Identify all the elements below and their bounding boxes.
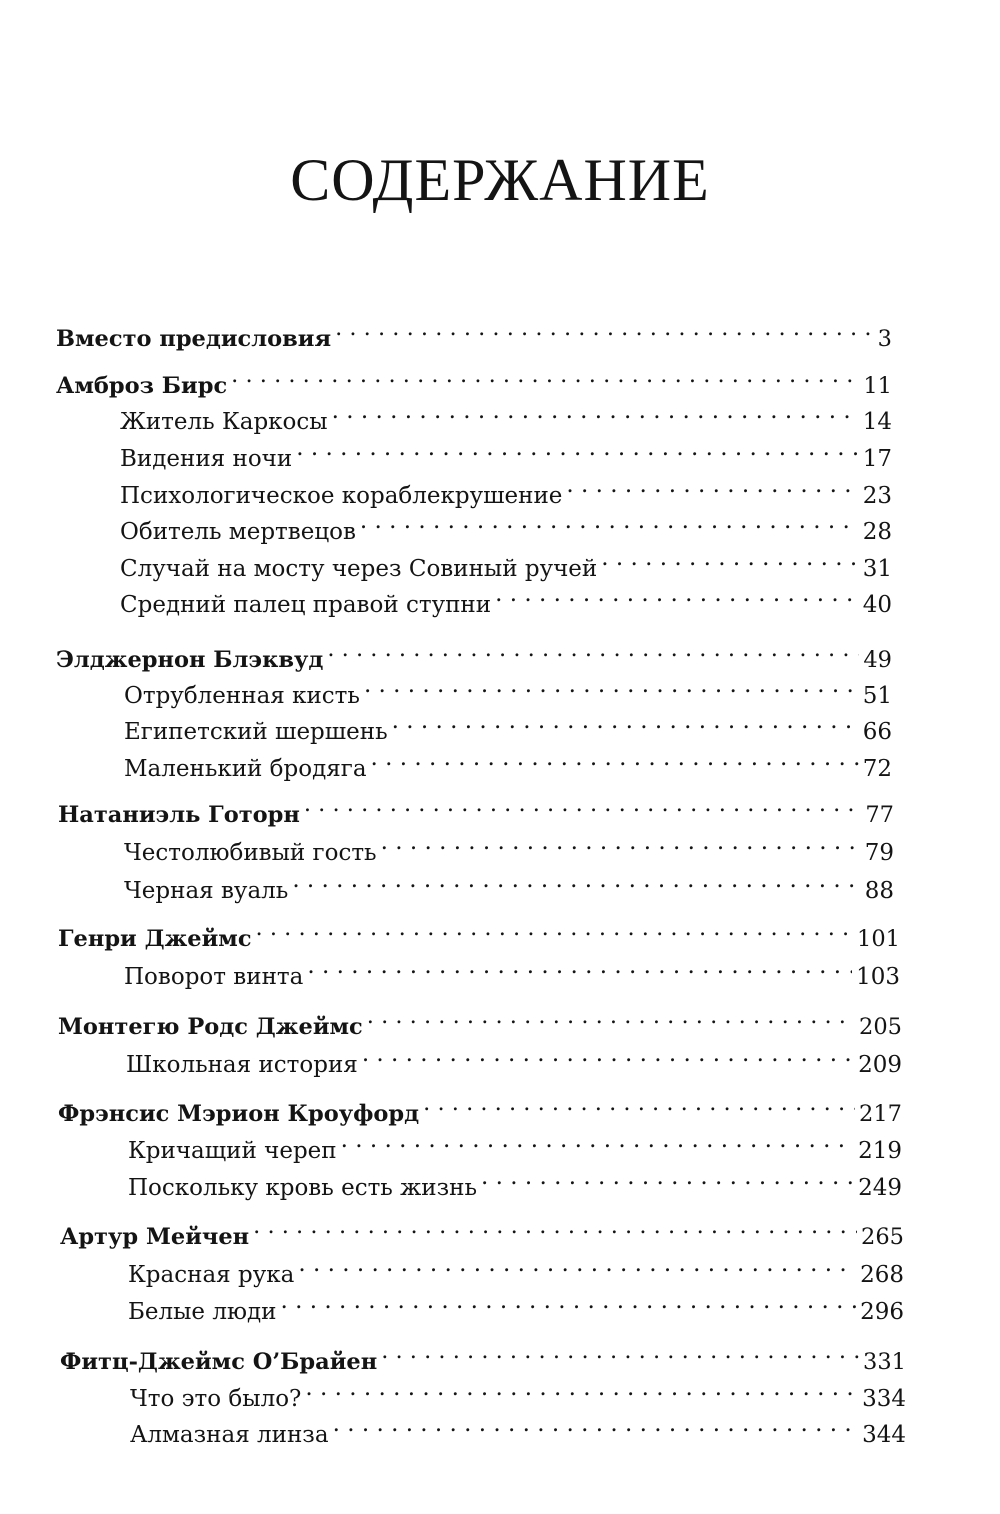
toc-entry-title: Обитель мертвецов xyxy=(120,519,356,545)
toc-entry xyxy=(56,357,892,399)
toc-leader-dots xyxy=(360,503,859,539)
toc-page-number: 334 xyxy=(862,1386,906,1412)
toc-page-number: 331 xyxy=(863,1349,906,1375)
toc-leader-dots xyxy=(327,631,859,667)
toc-leader-dots xyxy=(305,1370,858,1406)
toc-leader-dots xyxy=(362,1036,854,1072)
toc-entry-title: Генри Джеймс xyxy=(58,926,252,952)
toc-entry-title: Фрэнсис Мэрион Кроуфорд xyxy=(58,1101,420,1127)
page-title: СОДЕРЖАНИЕ xyxy=(290,147,710,213)
toc-entry xyxy=(120,393,892,435)
toc-leader-dots xyxy=(381,1333,859,1369)
toc-page-number: 14 xyxy=(862,409,892,435)
toc-leader-dots xyxy=(256,910,854,946)
toc-entry-title: Видения ночи xyxy=(120,446,293,472)
toc-entry xyxy=(126,1036,902,1078)
toc-page-number: 79 xyxy=(864,840,894,866)
toc-entry xyxy=(58,910,900,952)
toc-page-number: 17 xyxy=(862,446,892,472)
toc-entry xyxy=(120,430,892,472)
toc-page-number: 265 xyxy=(861,1224,904,1250)
toc-page-number: 101 xyxy=(857,926,900,952)
toc-leader-dots xyxy=(381,824,861,860)
toc-leader-dots xyxy=(371,740,859,776)
toc-leader-dots xyxy=(296,430,859,466)
toc-entry xyxy=(124,948,900,990)
toc-leader-dots xyxy=(367,998,855,1034)
toc-entry xyxy=(56,310,892,352)
toc-leader-dots xyxy=(307,948,852,984)
toc-page-number: 344 xyxy=(862,1422,906,1448)
toc-entry-title: Алмазная линза xyxy=(130,1422,329,1448)
toc-entry-title: Случай на мосту через Совиный ручей xyxy=(120,556,598,582)
toc-leader-dots xyxy=(335,310,874,346)
toc-entry-title: Маленький бродяга xyxy=(124,756,367,782)
toc-entry-title: Школьная история xyxy=(126,1052,358,1078)
toc-page-number: 205 xyxy=(859,1014,902,1040)
toc-page-number: 103 xyxy=(856,964,900,990)
toc-entry xyxy=(128,1122,902,1164)
toc-leader-dots xyxy=(231,357,859,393)
toc-entry xyxy=(120,467,892,509)
toc-leader-dots xyxy=(298,1246,856,1282)
toc-entry xyxy=(120,576,892,618)
toc-entry xyxy=(128,1246,904,1288)
toc-entry-title: Отрубленная кисть xyxy=(124,683,360,709)
toc-entry xyxy=(128,1283,904,1325)
toc-entry xyxy=(60,1333,906,1375)
toc-entry-title: Поворот винта xyxy=(124,964,304,990)
toc-entry xyxy=(60,1208,904,1250)
toc-page-number: 88 xyxy=(864,878,894,904)
toc-page-number: 77 xyxy=(865,802,894,828)
toc-leader-dots xyxy=(304,786,861,822)
toc-leader-dots xyxy=(292,862,860,898)
toc-entry-title: Элджернон Блэквуд xyxy=(56,647,324,673)
toc-entry-title: Монтегю Родс Джеймс xyxy=(58,1014,363,1040)
toc-page-number: 72 xyxy=(862,756,892,782)
toc-leader-dots xyxy=(333,1406,859,1442)
toc-entry xyxy=(124,740,892,782)
toc-entry-title: Поскольку кровь есть жизнь xyxy=(128,1175,478,1201)
toc-entry xyxy=(58,1085,902,1127)
toc-page-number: 40 xyxy=(862,592,892,618)
toc-leader-dots xyxy=(423,1085,855,1121)
toc-page-number: 66 xyxy=(862,719,892,745)
toc-entry-title: Что это было? xyxy=(130,1386,302,1412)
toc-page-number: 11 xyxy=(863,373,892,399)
toc-entry xyxy=(120,503,892,545)
toc-entry-title: Фитц-Джеймс О’Брайен xyxy=(60,1349,378,1375)
toc-entry-title: Вместо предисловия xyxy=(56,326,332,352)
toc-entry-title: Белые люди xyxy=(128,1299,277,1325)
toc-entry-title: Честолюбивый гость xyxy=(124,840,377,866)
toc-entry xyxy=(124,667,892,709)
toc-page-number: 249 xyxy=(858,1175,902,1201)
toc-entry-title: Средний палец правой ступни xyxy=(120,592,492,618)
toc-leader-dots xyxy=(495,576,859,612)
toc-entry-title: Кричащий череп xyxy=(128,1138,337,1164)
toc-page-number: 28 xyxy=(862,519,892,545)
toc-entry-title: Артур Мейчен xyxy=(60,1224,250,1250)
toc-entry-title: Амброз Бирс xyxy=(56,373,228,399)
toc-entry-title: Черная вуаль xyxy=(124,878,289,904)
toc-entry xyxy=(124,862,894,904)
toc-entry-title: Психологическое кораблекрушение xyxy=(120,483,563,509)
toc-leader-dots xyxy=(280,1283,856,1319)
toc-page-number: 31 xyxy=(862,556,892,582)
toc-entry-title: Красная рука xyxy=(128,1262,295,1288)
toc-entry xyxy=(56,631,892,673)
toc-page-number: 51 xyxy=(862,683,892,709)
toc-entry xyxy=(58,786,894,828)
toc-page-number: 217 xyxy=(859,1101,902,1127)
toc-entry xyxy=(130,1406,906,1448)
toc-page-number: 268 xyxy=(860,1262,904,1288)
toc-entry xyxy=(58,998,902,1040)
toc-page-number: 3 xyxy=(877,326,892,352)
toc-leader-dots xyxy=(341,1122,854,1158)
toc-leader-dots xyxy=(364,667,859,703)
toc-page-number: 49 xyxy=(863,647,892,673)
toc-entry xyxy=(124,703,892,745)
toc-entry xyxy=(124,824,894,866)
toc-leader-dots xyxy=(332,393,859,429)
toc-leader-dots xyxy=(253,1208,857,1244)
toc-page-number: 23 xyxy=(862,483,892,509)
toc-leader-dots xyxy=(481,1159,854,1195)
toc-leader-dots xyxy=(601,540,858,576)
toc-leader-dots xyxy=(566,467,858,503)
toc-entry xyxy=(130,1370,906,1412)
toc-page-number: 219 xyxy=(858,1138,902,1164)
toc-entry xyxy=(128,1159,902,1201)
toc-leader-dots xyxy=(392,703,859,739)
toc-page-number: 209 xyxy=(858,1052,902,1078)
toc-entry-title: Египетский шершень xyxy=(124,719,388,745)
toc-page-number: 296 xyxy=(860,1299,904,1325)
toc-entry-title: Натаниэль Готорн xyxy=(58,802,300,828)
toc-entry xyxy=(120,540,892,582)
toc-entry-title: Житель Каркосы xyxy=(120,409,328,435)
